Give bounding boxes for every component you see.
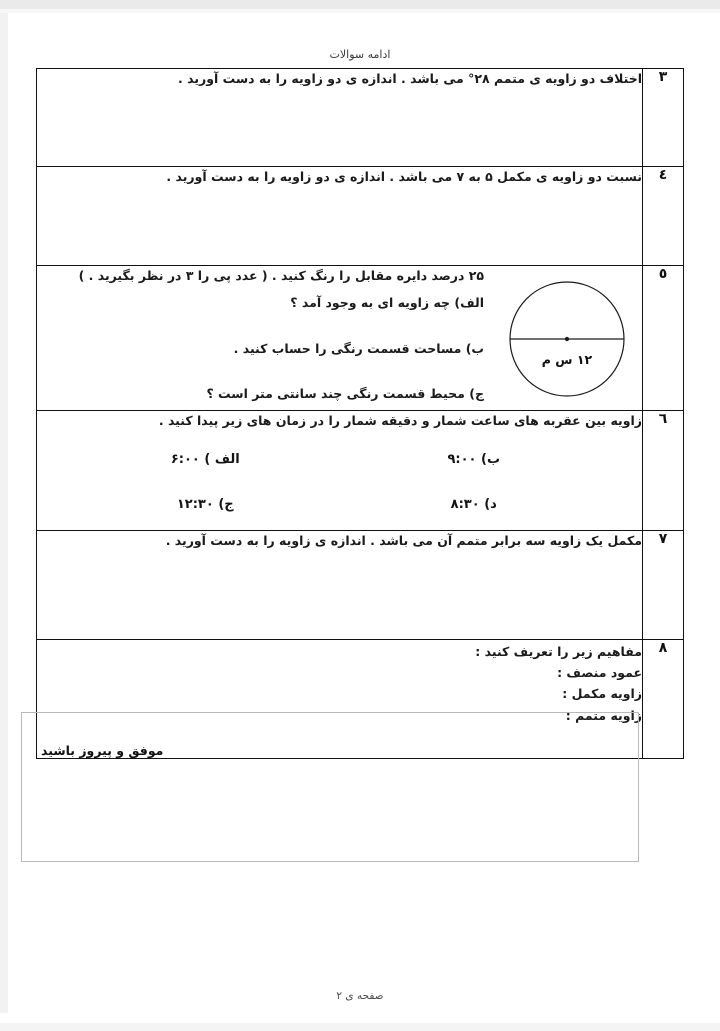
diameter-label: ۱۲ س م <box>541 351 593 367</box>
definition-term-supplementary-angle: زاویه مکمل : <box>562 686 642 702</box>
question-body <box>37 69 643 167</box>
scan-edge-top-secondary <box>0 9 720 13</box>
question-table <box>36 68 684 759</box>
center-point-dot <box>565 337 569 341</box>
answer-space[interactable] <box>37 88 642 166</box>
question-text: ۲۵ درصد دایره مقابل را رنگ کنید . ( عدد پی را ۳ در نظر بگیرید . ) <box>78 267 484 283</box>
definition-term-complementary-angle: زاویه متمم : <box>565 707 642 723</box>
question-number: ٦ <box>643 410 684 530</box>
table-row <box>37 639 684 759</box>
time-option-b: ب) ۹:۰۰ <box>447 452 501 468</box>
page-number-footer: صفحه ی ۲ <box>336 990 384 1002</box>
question-text: نسبت دو زاویه ی مکمل ۵ به ۷ می باشد . اندازه ی دو زاویه را به دست آورید . <box>166 169 642 185</box>
table-row <box>37 167 684 265</box>
question-number: ٨ <box>643 639 684 759</box>
question-subpart-a: الف) چه زاویه ای به وجود آمد ؟ <box>290 295 484 311</box>
time-option-d: د) ۸:۳۰ <box>450 497 497 513</box>
circle-diagram-svg <box>502 276 642 406</box>
question-number: ٥ <box>643 265 684 410</box>
question-body <box>37 531 643 639</box>
question-subpart-c: ج) محیط قسمت رنگی چند سانتی متر است ؟ <box>206 385 484 401</box>
question-text: اختلاف دو زاویه ی متمم ۲۸° می باشد . اندازه ی دو زاویه را به دست آورید . <box>178 71 642 86</box>
scan-edge-bottom <box>0 1023 720 1031</box>
time-option-c: ج) ۱۲:۳۰ <box>176 497 234 513</box>
question-subpart-b: ب) مساحت قسمت رنگی را حساب کنید . <box>233 340 484 356</box>
answer-space[interactable] <box>37 512 642 530</box>
question-text: مفاهیم زیر را تعریف کنید : <box>475 643 642 659</box>
closing-note: موفق و پیروز باشید <box>41 743 164 758</box>
definition-term-perpendicular-bisector: عمود منصف : <box>557 664 642 680</box>
question-text: مکمل یک زاویه سه برابر متمم آن می باشد . اندازه ی زاویه را به دست آورید . <box>165 533 642 549</box>
scan-edge-top <box>0 0 720 9</box>
question-body <box>37 639 643 759</box>
question-number: ٧ <box>643 531 684 639</box>
time-option-a: الف ) ۶:۰۰ <box>170 452 240 468</box>
table-row <box>37 265 684 410</box>
answer-space[interactable] <box>37 187 642 265</box>
question-body <box>37 265 643 410</box>
table-row <box>37 69 684 167</box>
scan-edge-left <box>0 13 8 1013</box>
question-number: ۳ <box>643 69 684 167</box>
table-row <box>37 531 684 639</box>
table-row <box>37 410 684 530</box>
question-body <box>37 167 643 265</box>
question-number: ٤ <box>643 167 684 265</box>
time-options-grid <box>37 452 642 512</box>
circle-figure <box>492 266 642 410</box>
answer-space[interactable] <box>37 551 642 639</box>
question-body <box>37 410 643 530</box>
question-text: زاویه بین عقربه های ساعت شمار و دقیقه شمار را در زمان های زیر پیدا کنید . <box>158 412 642 428</box>
document-header-caption: ادامه سوالات <box>329 48 391 61</box>
